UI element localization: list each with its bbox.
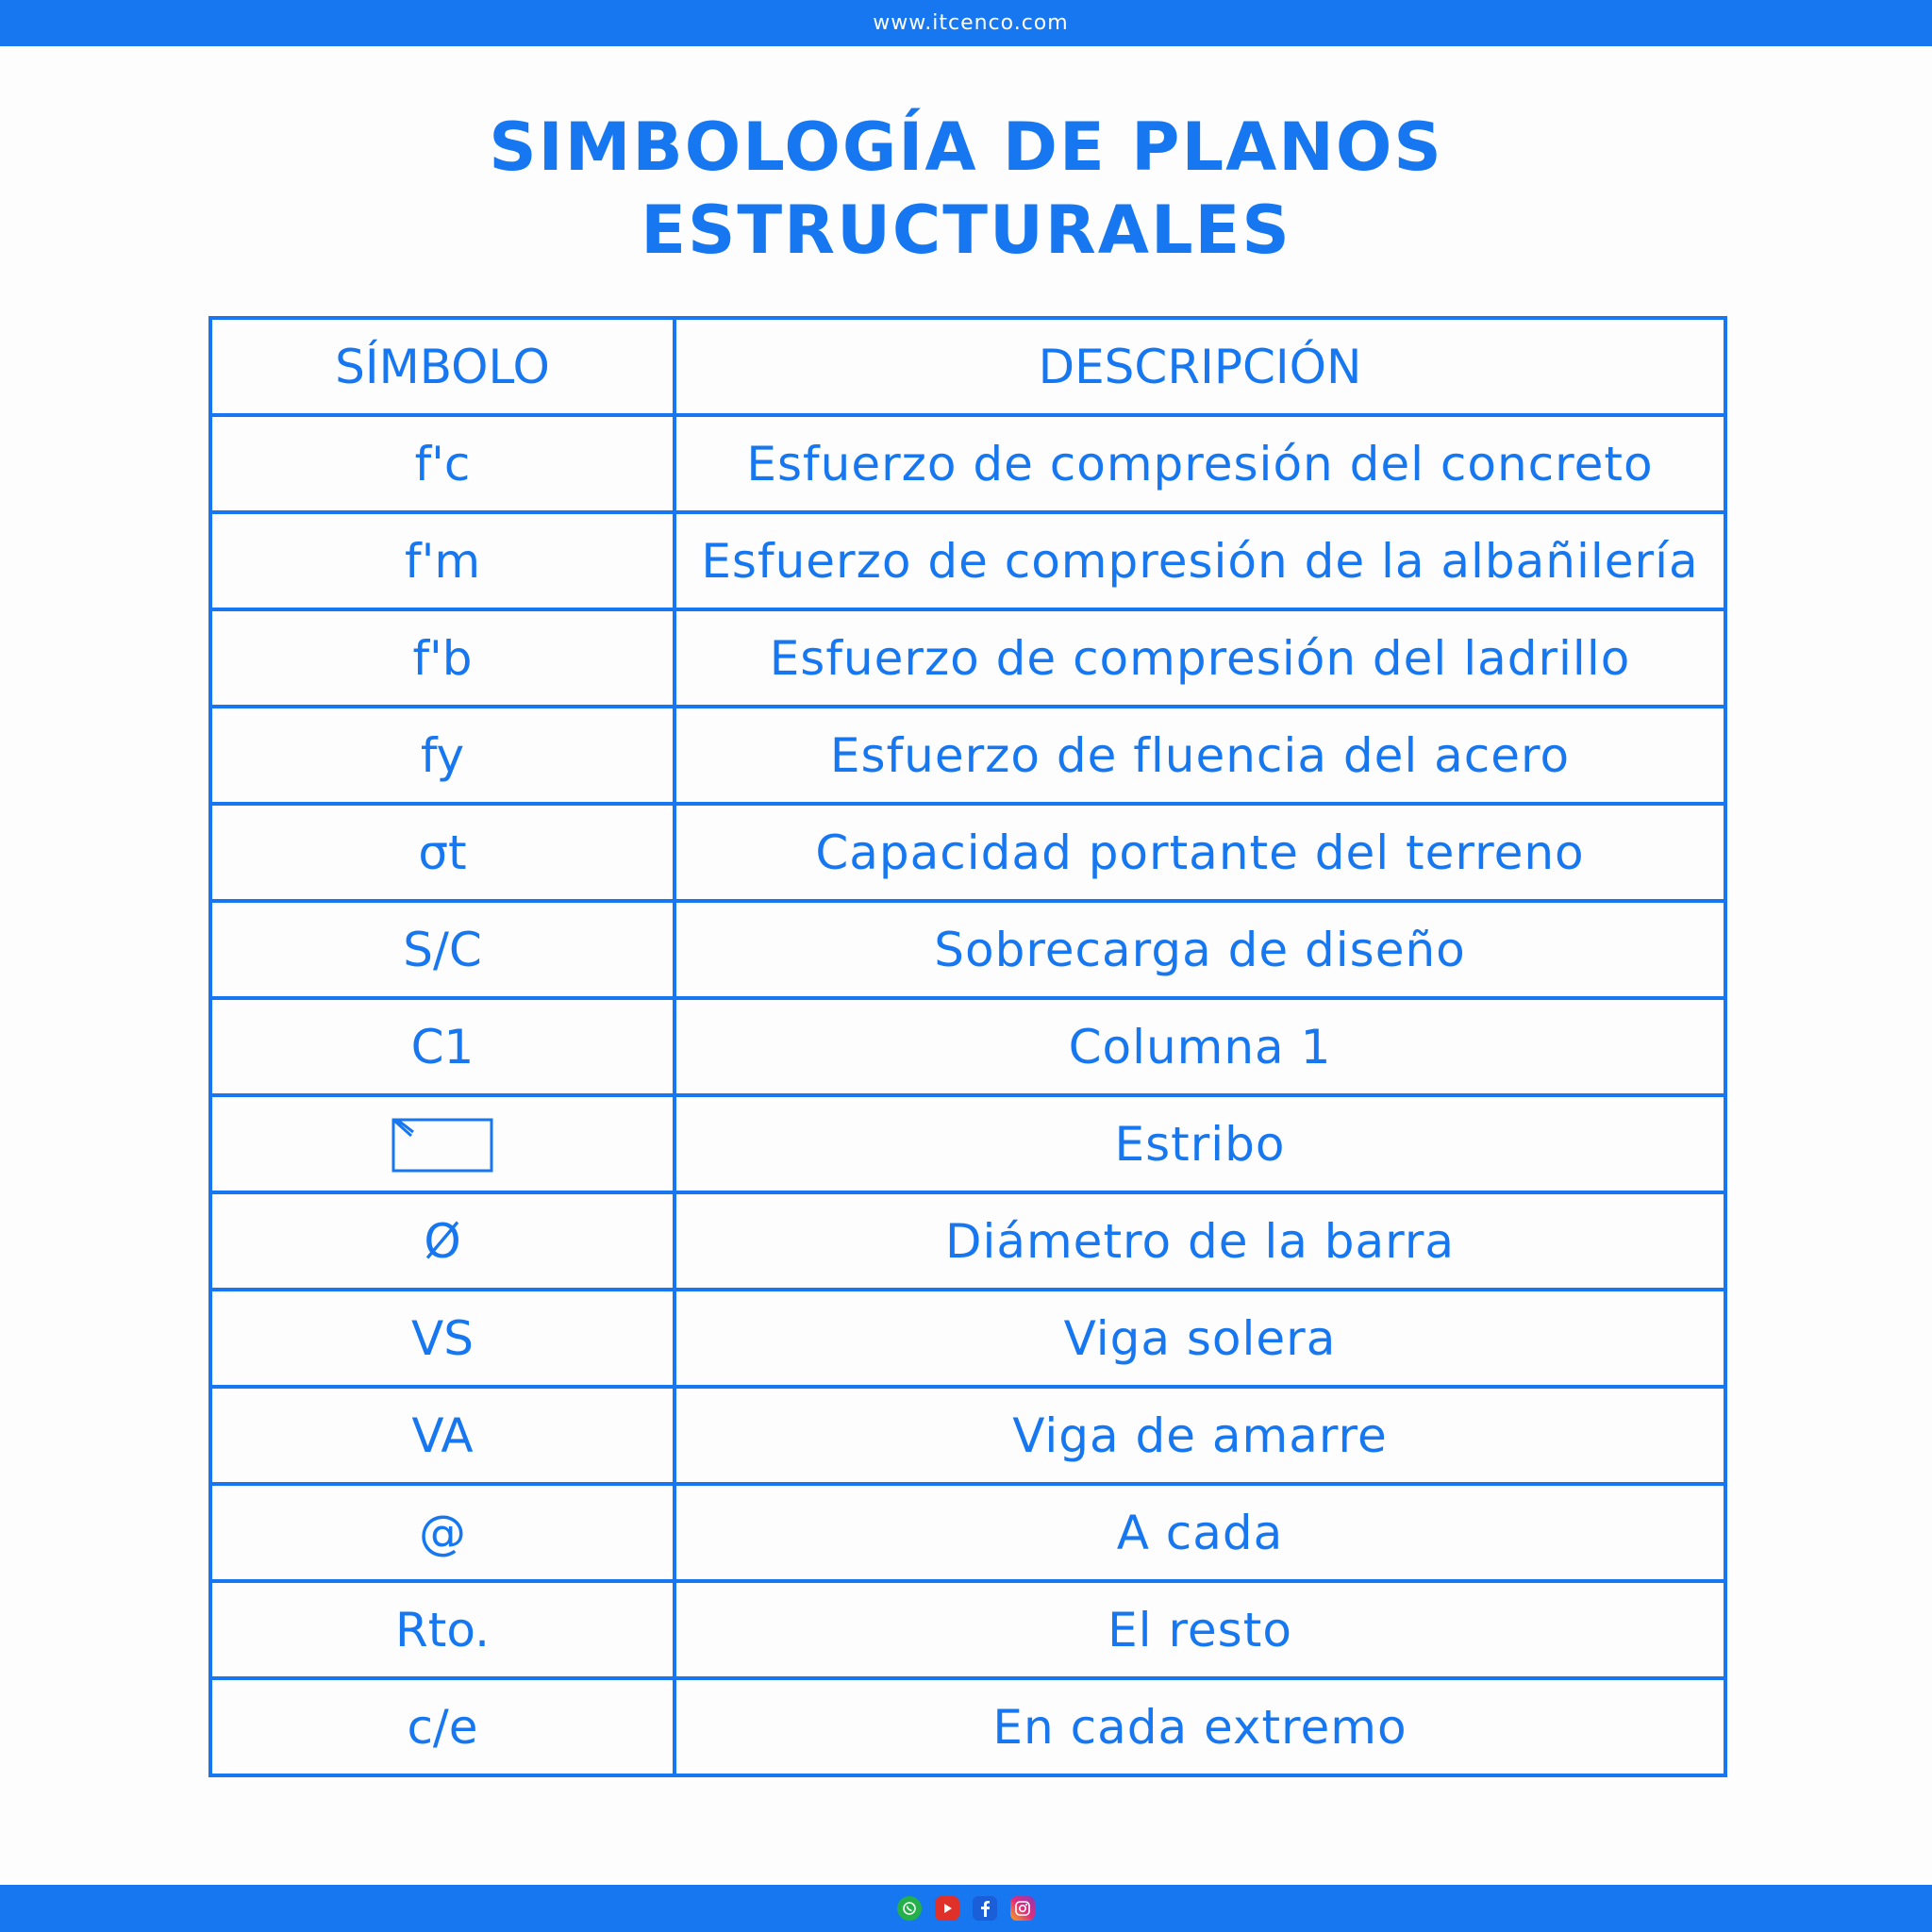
symbol-text: σt (418, 824, 467, 880)
description-cell: En cada extremo (675, 1678, 1725, 1775)
symbol-cell (210, 707, 675, 804)
table-row (210, 707, 1725, 804)
description-cell: El resto (675, 1581, 1725, 1678)
symbol-text: f'm (404, 533, 481, 589)
description-cell: Diámetro de la barra (675, 1192, 1725, 1290)
table-row (210, 1678, 1725, 1775)
instagram-icon[interactable] (1010, 1896, 1035, 1921)
table-row (210, 901, 1725, 998)
symbol-text: VA (411, 1407, 474, 1463)
symbol-text: c/e (407, 1699, 478, 1755)
symbol-text: S/C (403, 922, 482, 977)
bottom-bar (0, 1885, 1932, 1932)
symbol-cell (210, 1095, 675, 1192)
description-cell: Sobrecarga de diseño (675, 901, 1725, 998)
table-row (210, 998, 1725, 1095)
symbol-text: C1 (410, 1019, 475, 1074)
whatsapp-icon[interactable] (897, 1896, 922, 1921)
symbol-text: f'c (414, 436, 471, 491)
table-row (210, 1192, 1725, 1290)
symbol-cell (210, 804, 675, 901)
description-cell: Estribo (675, 1095, 1725, 1192)
table-row (210, 1581, 1725, 1678)
column-header-description: DESCRIPCIÓN (675, 318, 1725, 415)
table-row (210, 415, 1725, 512)
symbol-text: VS (411, 1310, 474, 1366)
symbol-cell (210, 609, 675, 707)
facebook-icon[interactable] (973, 1896, 997, 1921)
symbol-cell (210, 1678, 675, 1775)
description-cell: Esfuerzo de compresión del ladrillo (675, 609, 1725, 707)
table-row (210, 804, 1725, 901)
table-row (210, 1484, 1725, 1581)
symbol-text: @ (419, 1505, 466, 1560)
top-bar (0, 0, 1932, 46)
title-line-1: SIMBOLOGÍA DE PLANOS (489, 108, 1443, 186)
stirrup-icon (391, 1117, 494, 1174)
symbol-text: f'b (412, 630, 473, 686)
symbol-cell (210, 1192, 675, 1290)
table-header-row (210, 318, 1725, 415)
symbol-text: Rto. (395, 1602, 490, 1657)
description-cell: Esfuerzo de compresión de la albañilería (675, 512, 1725, 609)
symbol-cell (210, 1581, 675, 1678)
page-title (0, 106, 1932, 272)
symbol-cell (210, 1290, 675, 1387)
symbol-cell (210, 1484, 675, 1581)
description-cell: Viga de amarre (675, 1387, 1725, 1484)
symbol-cell (210, 415, 675, 512)
symbol-text: fy (420, 727, 465, 783)
description-cell: Columna 1 (675, 998, 1725, 1095)
description-cell: Capacidad portante del terreno (675, 804, 1725, 901)
symbol-text: Ø (424, 1213, 461, 1269)
description-cell: A cada (675, 1484, 1725, 1581)
description-cell: Viga solera (675, 1290, 1725, 1387)
description-cell: Esfuerzo de compresión del concreto (675, 415, 1725, 512)
symbol-cell (210, 901, 675, 998)
symbol-cell (210, 998, 675, 1095)
description-cell: Esfuerzo de fluencia del acero (675, 707, 1725, 804)
title-line-2: ESTRUCTURALES (641, 192, 1291, 269)
symbol-cell (210, 1387, 675, 1484)
column-header-symbol: SÍMBOLO (210, 318, 675, 415)
site-url-link[interactable]: www.itcenco.com (873, 11, 1069, 35)
symbol-cell (210, 512, 675, 609)
symbols-table (208, 316, 1727, 1777)
table-row (210, 512, 1725, 609)
table-row (210, 1387, 1725, 1484)
table-row (210, 1290, 1725, 1387)
table-row (210, 609, 1725, 707)
youtube-icon[interactable] (935, 1896, 959, 1921)
table-row (210, 1095, 1725, 1192)
